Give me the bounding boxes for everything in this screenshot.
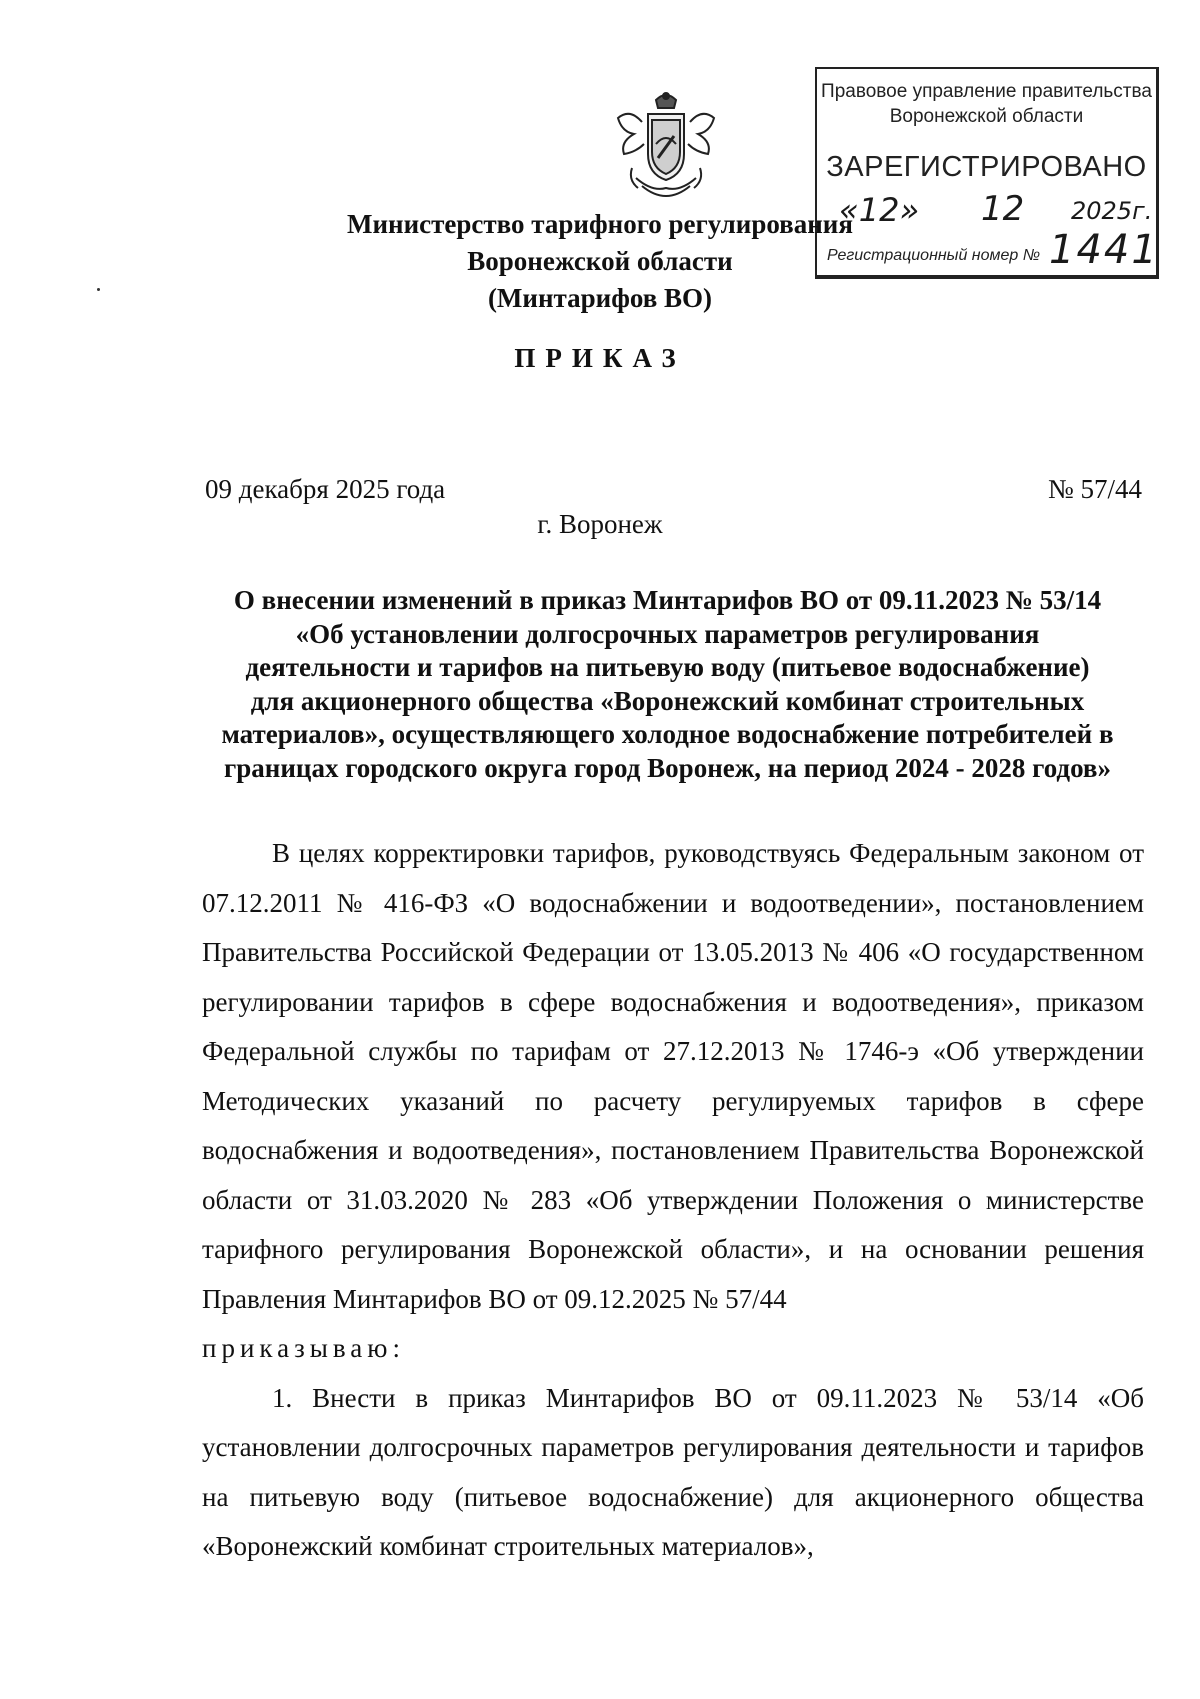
stamp-date-day: «12» [839, 191, 920, 229]
stamp-date-year: 2025г. [1071, 197, 1153, 225]
ministry-name [330, 206, 870, 317]
heading-line4: для акционерного общества «Воронежский комбинат строительных [250, 685, 1085, 716]
stamp-org-line2: Воронежской области [889, 106, 1084, 127]
document-date: 09 декабря 2025 года [205, 474, 446, 504]
document-city: г. Воронеж [537, 509, 663, 539]
ministry-line3: (Минтарифов ВО) [487, 283, 713, 313]
ministry-line2: Воронежской области [467, 246, 733, 276]
heading-line1: О внесении изменений в приказ Минтарифов ВО от 09.11.2023 № 53/14 [233, 585, 1102, 615]
document-heading [190, 584, 1145, 785]
heading-line3: деятельности и тарифов на питьевую воду (питьевое водоснабжение) [245, 652, 1090, 682]
ministry-line1: Министерство тарифного регулирования [347, 209, 853, 239]
document-type: ПРИКАЗ [514, 343, 686, 373]
scan-speck [97, 288, 100, 291]
stamp-registration-number [827, 227, 1159, 273]
order-word: приказываю: [202, 1333, 405, 1363]
heading-line6: границах городского округа город Воронеж, на период 2024 - 2028 годов» [224, 752, 1111, 783]
heading-line5: материалов», осуществляющего холодное водоснабжение потребителей в [221, 719, 1114, 749]
stamp-date-month: 12 [981, 189, 1025, 229]
stamp-org-line1: Правовое управление правительства [821, 81, 1152, 102]
document-number: № 57/44 [1047, 474, 1142, 504]
stamp-status: ЗАРЕГИСТРИРОВАНО [826, 151, 1147, 183]
stamp-organization [817, 79, 1156, 129]
stamp-reg-label: Регистрационный номер № [827, 247, 1041, 264]
coat-of-arms-icon [612, 88, 720, 208]
preamble-paragraph: В целях корректировки тарифов, руководствуясь Федеральным законом от 07.12.2011 № 416-ФЗ «О водоснабжении и водоотведении», постановлением Правительства Российской Федерации от 13.05.2013 № 406 «О государственном регулировании тарифов в сфере водоснабжения и водоотведения», приказом Федеральной службы по тарифам от 27.12.2013 № 1746-э «Об утверждении Методических указаний по расчету регулируемых тарифов в сфере водоснабжения и водоотведения», постановлением Правительства Воронежской области от 31.03.2020 № 283 «Об утверждении Положения о министерстве тарифного регулирования Воронежской области», и на основании решения Правления Минтарифов ВО от 09.12.2025 № 57/44 [202, 838, 1144, 1314]
stamp-date [831, 191, 1153, 231]
clause-1-paragraph: 1. Внести в приказ Минтарифов ВО от 09.11.2023 № 53/14 «Об установлении долгосрочных параметров регулирования деятельности и тарифов на питьевую воду (питьевое водоснабжение) для акционерного общества «Воронежский комбинат строительных материалов», [202, 1382, 1144, 1561]
heading-line2: «Об установлении долгосрочных параметров регулирования [295, 618, 1040, 649]
document-body [202, 829, 1144, 1572]
stamp-reg-number: 1441 [1049, 227, 1159, 273]
